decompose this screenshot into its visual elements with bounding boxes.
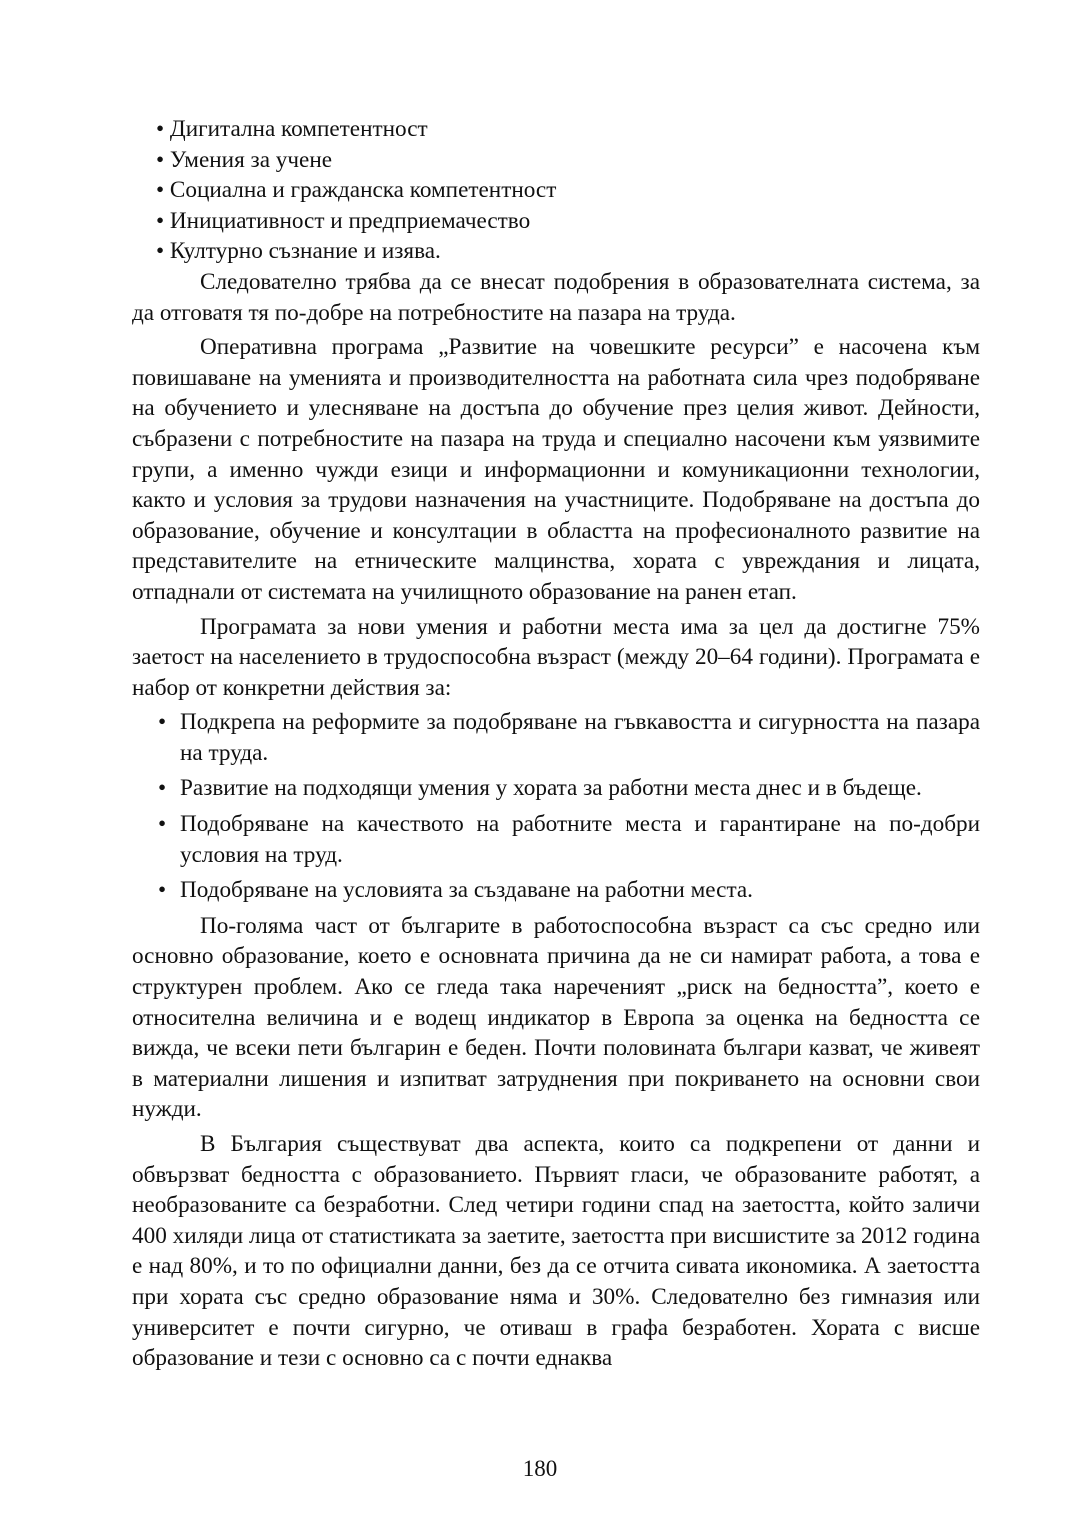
action-list bbox=[132, 707, 980, 906]
page-number: 180 bbox=[522, 1456, 558, 1481]
list-item: • Развитие на подходящи умения у хората за работни места днес и в бъдеще. bbox=[132, 773, 980, 804]
paragraph: По-голяма част от българите в работоспособна възраст са със средно или основно образование, което е основната причина да не си намират работа, а това е структурен проблем. Ако се гледа така нареченият „риск на бедността”, което е относителна величина и е водещ индикатор в Европа за оценка на бедността се вижда, че всеки пети българин е беден. Почти половината българи казват, че живеят в материални лишения и изпитват затруднения при покриването на основни свои нужди. bbox=[132, 912, 980, 1123]
list-item: • Подкрепа на реформите за подобряване на гъвкавостта и сигурността на пазара на труда. bbox=[158, 709, 980, 766]
list-item: • Подобряване на условията за създаване на работни места. bbox=[132, 875, 980, 906]
paragraph: Следователно трябва да се внесат подобрения в образователната система, за да отговатя тя по-добре на потребностите на пазара на труда. bbox=[132, 268, 980, 326]
list-item: • Социална и гражданска компетентност bbox=[156, 177, 557, 204]
bullet-icon: • bbox=[158, 775, 167, 802]
list-item: • Дигитална компетентност bbox=[156, 116, 428, 142]
bullet-icon: • bbox=[158, 709, 167, 736]
list-item: • Умения за учене bbox=[156, 146, 333, 173]
competence-list bbox=[156, 114, 980, 267]
list-item: • Подобряване на качеството на работните места и гарантиране на по-добри условия на труд. bbox=[158, 811, 980, 868]
paragraph: Оперативна програма „Развитие на човешките ресурси” е насочена към повишаване на уменията и производителността на работната сила чрез подобряване на обучението и улесняване на достъпа до обучение през целия живот. Дейности, събразени с потребностите на пазара на труда и специално насочени към уязвимите групи, а именно чужди езици и информационни и комуникационни технологии, както и условия за трудови назначения на участниците. Подобряване на достъпа до образование, обучение и консултации в областта на професионалното развитие на представителите на етническите малцинства, хората с увреждания и лицата, отпаднали от системата на училищното образование на ранен етап. bbox=[132, 334, 980, 605]
bullet-icon: • bbox=[158, 811, 167, 838]
list-item: • Културно съзнание и изява. bbox=[156, 238, 441, 265]
paragraph: Програмата за нови умения и работни места има за цел да достигне 75% заетост на населението в трудоспособна възраст (между 20–64 години). Програмата е набор от конкретни действия за: bbox=[132, 613, 980, 701]
page-body bbox=[132, 114, 980, 1374]
paragraph: В България съществуват два аспекта, които са подкрепени от данни и обвързват бедността с образованието. Първият гласи, че образованите работят, а необразованите са безработни. След четири години спад на заетостта, който заличи 400 хиляди лица от статистиката за заетите, заетостта при висшистите за 2012 година е над 80%, и то по официални данни, без да се отчита сивата икономика. А заетостта при хората със средно образование няма и 30%. Следователно без гимназия или университет е почти сигурно, че отиваш в графа безработен. Хората с висше образование и тези с основно са с почти еднаква bbox=[132, 1131, 980, 1372]
bullet-icon: • bbox=[158, 877, 167, 904]
list-item: • Инициативност и предприемачество bbox=[156, 207, 531, 234]
